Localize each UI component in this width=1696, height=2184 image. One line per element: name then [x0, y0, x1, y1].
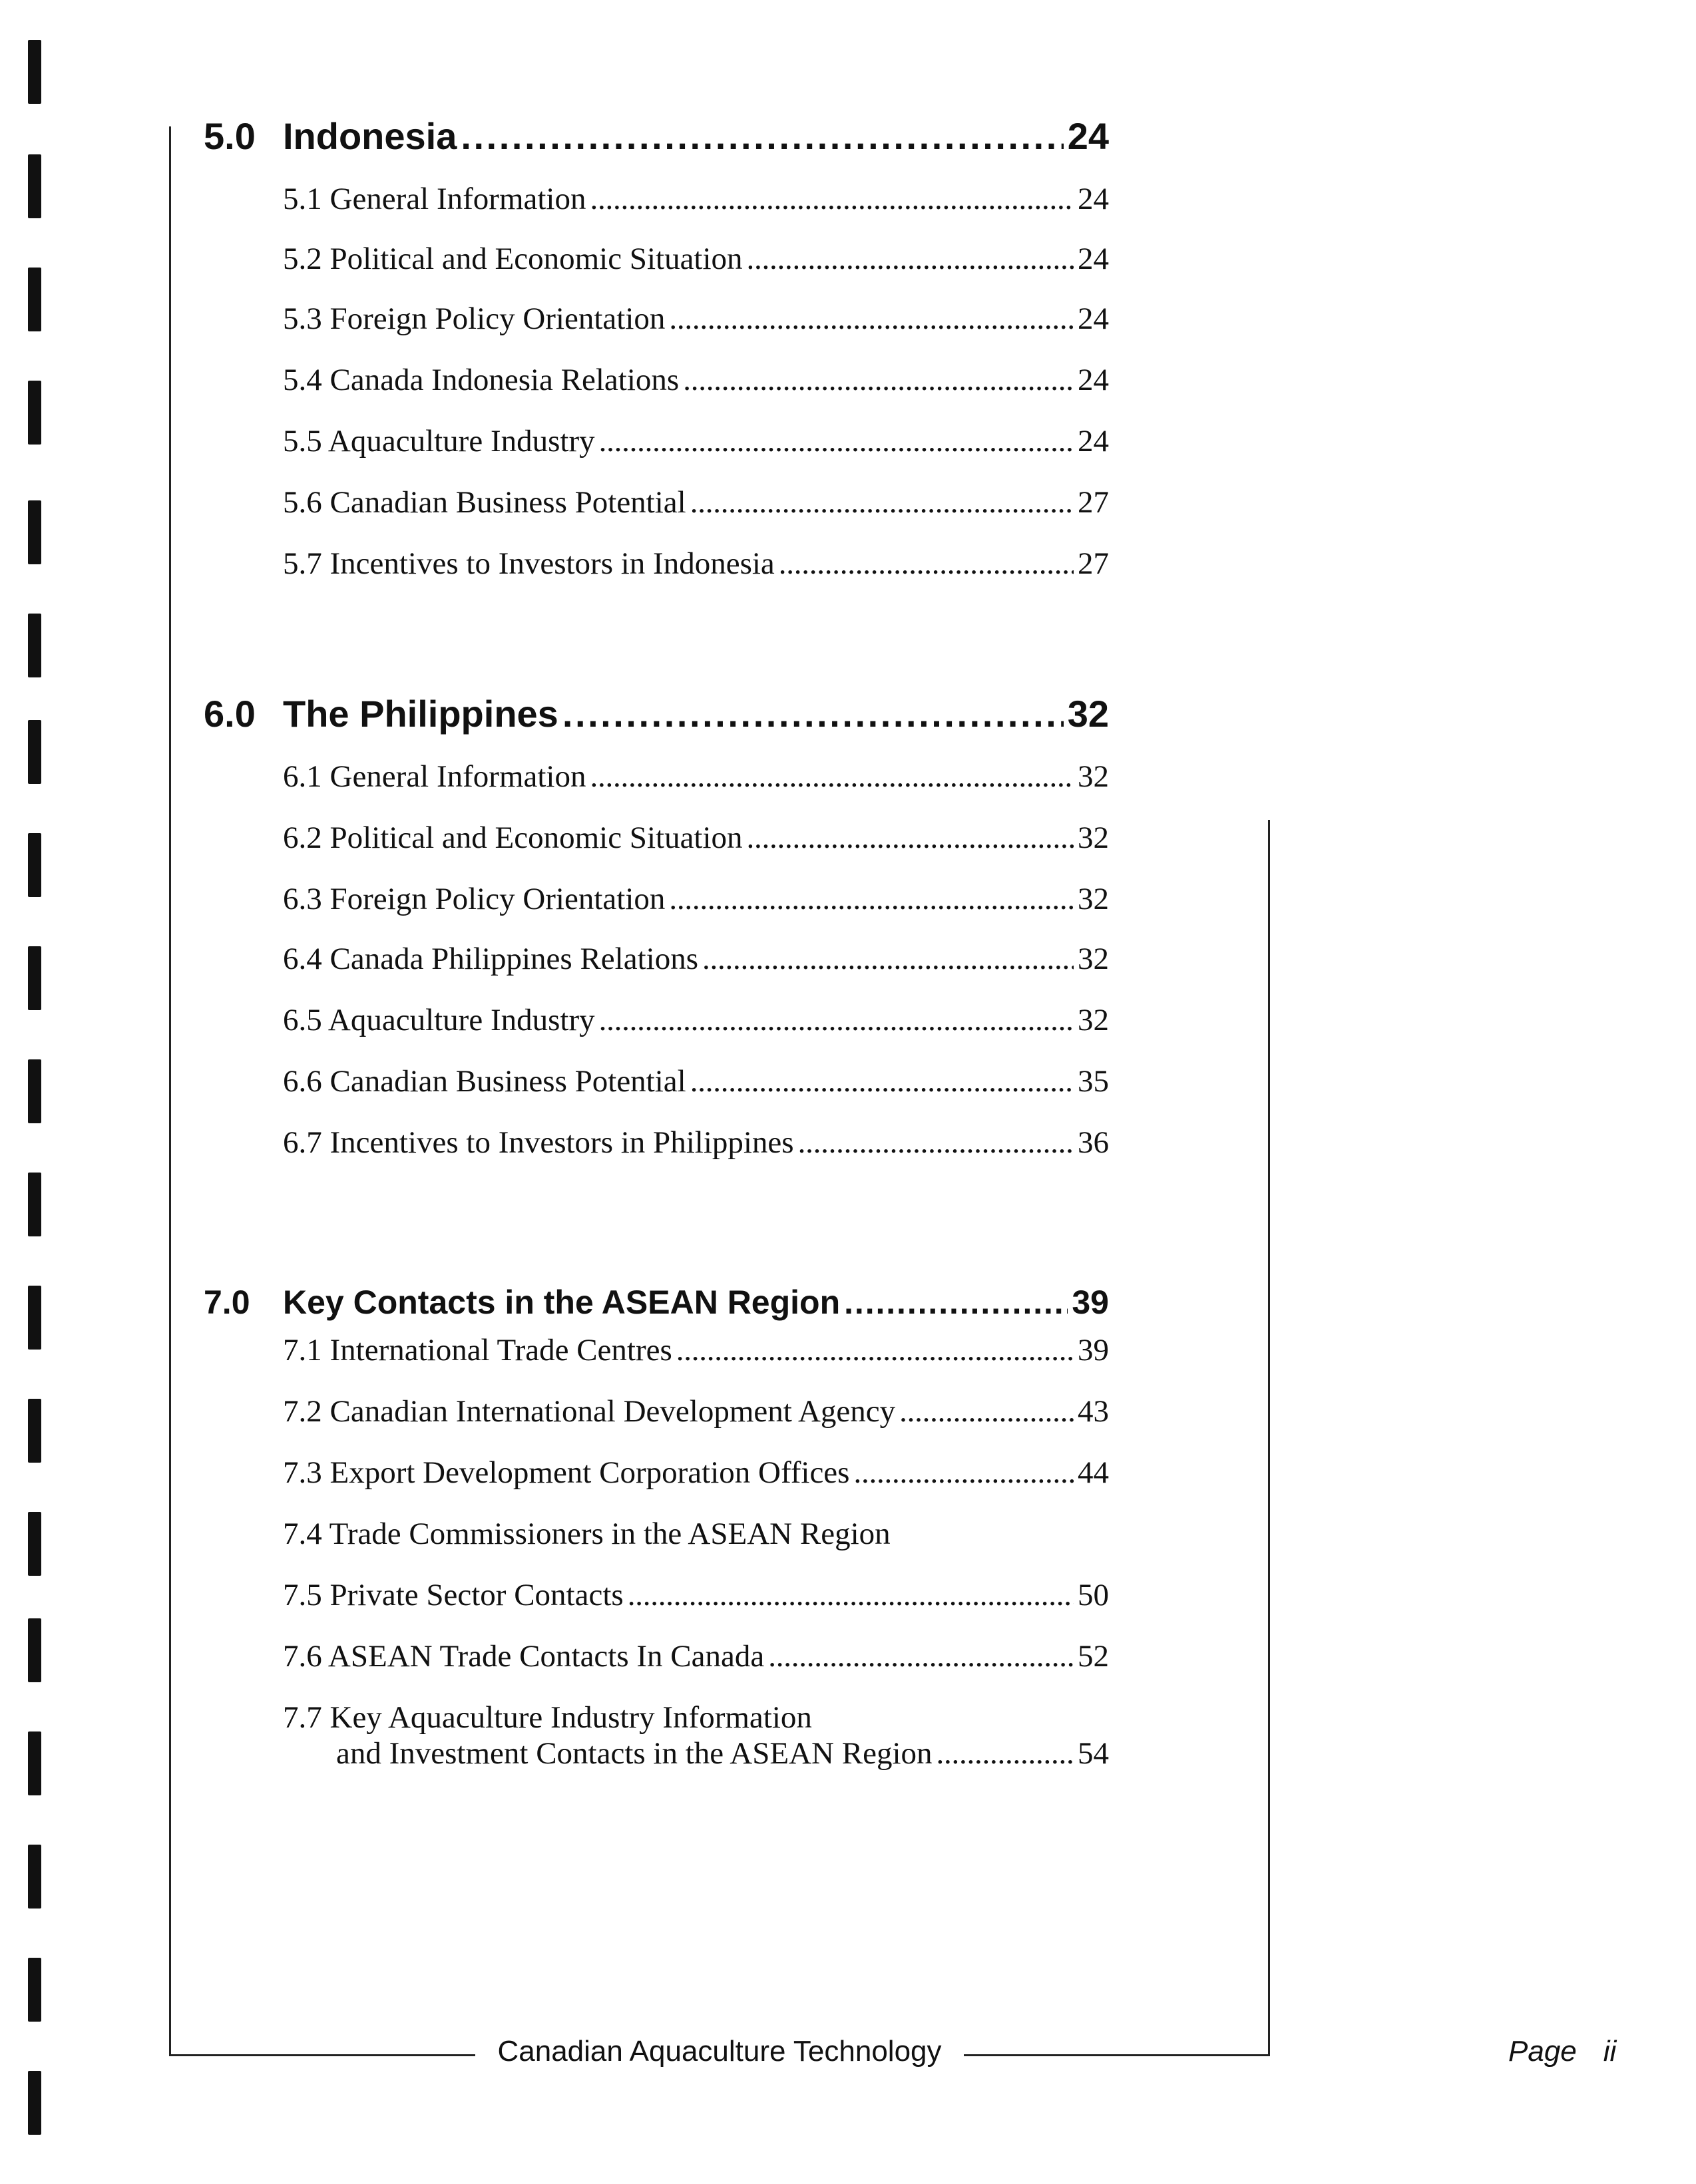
dot-leader [676, 1332, 1074, 1368]
punch-hole [28, 500, 41, 564]
frame-bottom-rule [964, 2054, 1270, 2056]
item-page: 32 [1078, 820, 1109, 855]
item-page: 32 [1078, 942, 1109, 976]
item-page: 50 [1078, 1578, 1109, 1612]
toc-item [283, 301, 1109, 337]
toc-item [283, 1002, 1109, 1038]
punch-hole [28, 1173, 41, 1236]
item-page: 32 [1078, 759, 1109, 794]
dot-leader [590, 181, 1074, 217]
dot-leader [599, 423, 1074, 459]
item-label: 6.5 Aquaculture Industry [283, 1003, 595, 1037]
item-label: 7.5 Private Sector Contacts [283, 1578, 624, 1612]
item-label: 6.3 Foreign Policy Orientation [283, 882, 666, 916]
punch-hole [28, 1958, 41, 2022]
frame-bottom-rule [169, 2054, 475, 2056]
footer-title: Canadian Aquaculture Technology [497, 2035, 942, 2068]
item-label: 7.7 Key Aquaculture Industry Information [283, 1700, 812, 1735]
frame-right-rule [1268, 820, 1270, 2055]
item-page: 35 [1078, 1064, 1109, 1099]
item-label: 7.1 International Trade Centres [283, 1333, 672, 1367]
dot-leader [853, 1455, 1074, 1491]
dot-leader [747, 820, 1074, 856]
dot-leader [798, 1125, 1074, 1161]
toc-item [283, 546, 1109, 582]
item-page: 44 [1078, 1455, 1109, 1490]
item-page: 39 [1078, 1333, 1109, 1367]
item-page: 27 [1078, 485, 1109, 520]
punch-hole [28, 833, 41, 897]
punch-hole [28, 720, 41, 784]
toc-item [283, 881, 1109, 917]
dot-leader [844, 1283, 1068, 1322]
item-page: 52 [1078, 1639, 1109, 1674]
item-label: 5.2 Political and Economic Situation [283, 242, 743, 276]
toc-item [283, 1125, 1109, 1161]
toc-item [283, 181, 1109, 217]
item-page: 43 [1078, 1394, 1109, 1429]
item-label: 5.3 Foreign Policy Orientation [283, 301, 666, 336]
dot-leader [690, 1063, 1074, 1099]
toc-item [283, 1332, 1109, 1368]
punch-hole [28, 614, 41, 677]
dot-leader [702, 941, 1074, 977]
item-label: 5.1 General Information [283, 182, 586, 216]
toc-item [283, 820, 1109, 856]
toc-item [283, 1577, 1109, 1613]
punch-hole [28, 946, 41, 1010]
punch-hole [28, 40, 41, 104]
item-label: 6.7 Incentives to Investors in Philippines [283, 1125, 794, 1160]
page-numeral: ii [1603, 2035, 1617, 2068]
toc-item [283, 1516, 1109, 1552]
section-number: 6.0 [204, 693, 256, 735]
dot-leader [599, 1002, 1074, 1038]
toc-item [283, 362, 1109, 398]
punch-hole [28, 381, 41, 445]
toc-item [283, 1063, 1109, 1099]
toc-section-5 [204, 114, 1109, 158]
punch-hole [28, 1731, 41, 1795]
punch-hole [28, 1399, 41, 1463]
dot-leader [669, 301, 1074, 337]
toc-item [283, 1393, 1109, 1429]
dot-leader [747, 241, 1074, 277]
punch-hole [28, 1512, 41, 1576]
toc-section-7 [204, 1283, 1109, 1322]
item-page: 24 [1078, 182, 1109, 216]
punch-hole [28, 154, 41, 218]
item-label: 7.4 Trade Commissioners in the ASEAN Region [283, 1517, 891, 1551]
toc-item [283, 1700, 1109, 1771]
section-page: 39 [1072, 1284, 1109, 1321]
item-page: 24 [1078, 301, 1109, 336]
section-number: 5.0 [204, 115, 256, 157]
section-page: 24 [1067, 115, 1109, 157]
dot-leader [628, 1577, 1074, 1613]
section-page: 32 [1067, 693, 1109, 735]
dot-leader [937, 1735, 1074, 1771]
item-label: 7.6 ASEAN Trade Contacts In Canada [283, 1639, 765, 1674]
item-page: 27 [1078, 546, 1109, 581]
toc-item [283, 1638, 1109, 1674]
dot-leader [669, 881, 1074, 917]
section-title: Indonesia [283, 115, 457, 157]
item-page: 54 [1078, 1736, 1109, 1771]
item-page: 32 [1078, 1003, 1109, 1037]
punch-hole [28, 1286, 41, 1350]
punch-hole [28, 268, 41, 331]
toc-item [283, 484, 1109, 520]
item-label: 6.4 Canada Philippines Relations [283, 942, 698, 976]
dot-leader [690, 484, 1074, 520]
item-page: 24 [1078, 424, 1109, 458]
item-label-continued: and Investment Contacts in the ASEAN Region [336, 1736, 933, 1771]
punch-hole [28, 1845, 41, 1909]
item-label: 6.6 Canadian Business Potential [283, 1064, 686, 1099]
item-label: 5.6 Canadian Business Potential [283, 485, 686, 520]
punch-hole [28, 1059, 41, 1123]
toc-item [283, 941, 1109, 977]
punch-hole [28, 1618, 41, 1682]
section-number: 7.0 [204, 1284, 250, 1321]
dot-leader [562, 692, 1064, 735]
dot-leader [779, 546, 1074, 582]
dot-leader [899, 1393, 1074, 1429]
item-label: 7.2 Canadian International Development Agency [283, 1394, 896, 1429]
dot-leader [590, 759, 1074, 795]
item-page: 36 [1078, 1125, 1109, 1160]
item-label: 5.4 Canada Indonesia Relations [283, 363, 680, 397]
item-page: 32 [1078, 882, 1109, 916]
item-page: 24 [1078, 242, 1109, 276]
dot-leader [683, 362, 1074, 398]
item-label: 6.2 Political and Economic Situation [283, 820, 743, 855]
page-number [1508, 2035, 1616, 2068]
section-title: Key Contacts in the ASEAN Region [283, 1284, 841, 1321]
toc-item [283, 759, 1109, 795]
item-label: 7.3 Export Development Corporation Offices [283, 1455, 850, 1490]
toc-section-6 [204, 692, 1109, 735]
dot-leader [768, 1638, 1074, 1674]
toc-item [283, 1455, 1109, 1491]
toc-item [283, 241, 1109, 277]
item-label: 5.7 Incentives to Investors in Indonesia [283, 546, 775, 581]
toc-item [283, 423, 1109, 459]
item-page: 24 [1078, 363, 1109, 397]
section-title: The Philippines [283, 693, 558, 735]
page-word: Page [1508, 2035, 1577, 2068]
punch-hole [28, 2071, 41, 2135]
item-label: 5.5 Aquaculture Industry [283, 424, 595, 458]
dot-leader [461, 114, 1063, 158]
frame-left-rule [169, 126, 171, 2055]
item-label: 6.1 General Information [283, 759, 586, 794]
